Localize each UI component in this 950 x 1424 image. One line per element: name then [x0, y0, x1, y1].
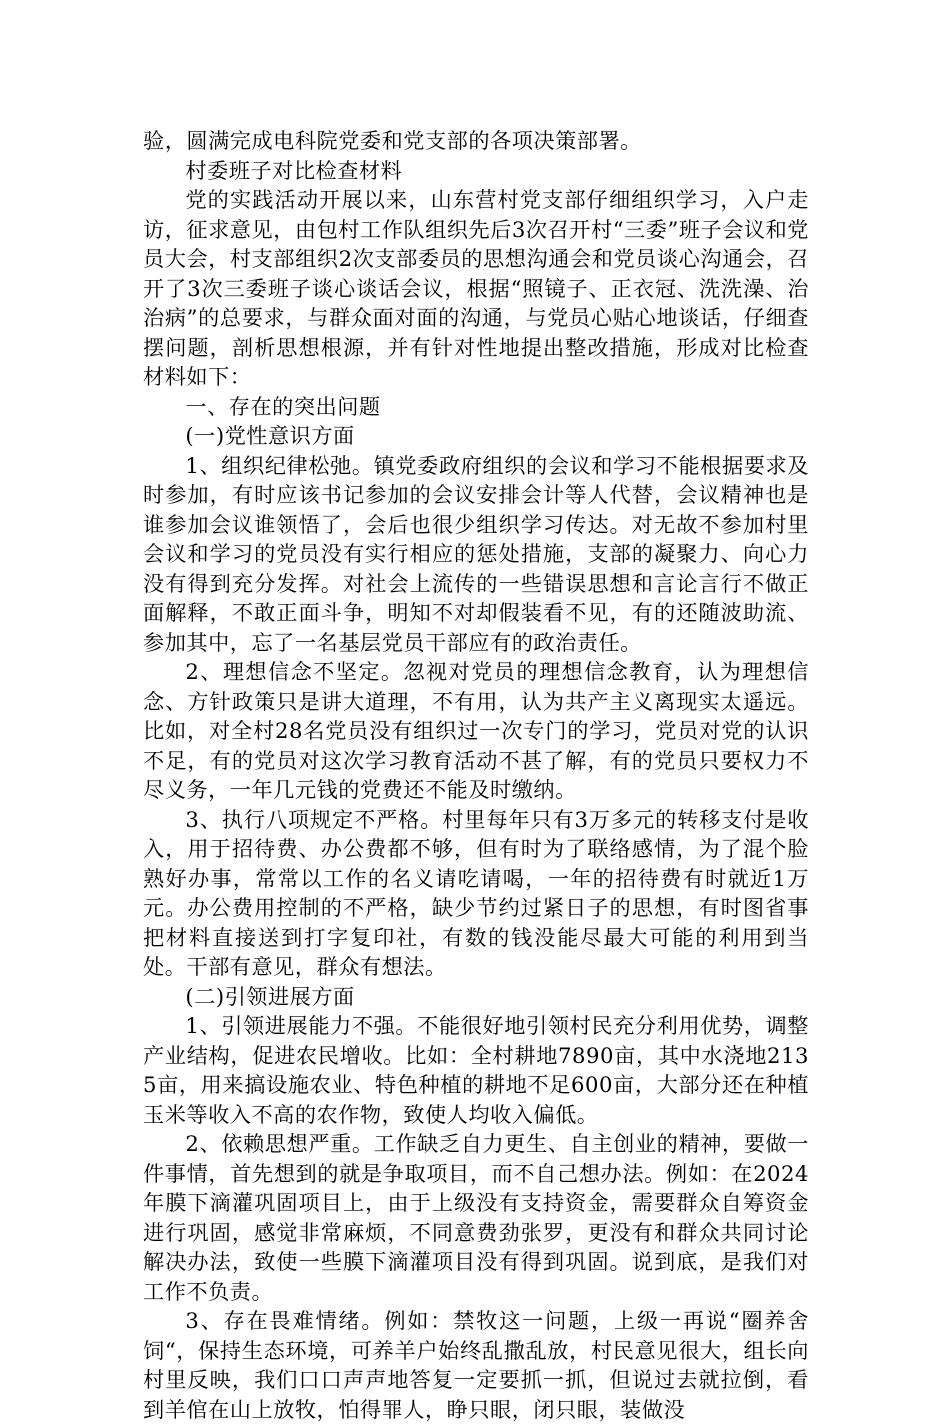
paragraph-item: 3、存在畏难情绪。例如：禁牧这一问题，上级一再说“圈养舍饲“，保持生态环境，可养羊户始终乱撒乱放，村民意见很大，组长向村里反映，我们口口声声地答复一定要抓一抓，但说过去就拉倒，看到羊倌在山上放牧，怕得罪人，睁只眼，闭只眼，装做没 [143, 1308, 809, 1422]
document-body [143, 126, 809, 1424]
paragraph-item: 2、理想信念不坚定。忽视对党员的理想信念教育，认为理想信念、方针政策只是讲大道理，不有用，认为共产主义离现实太遥远。比如，对全村28名党员没有组织过一次专门的学习，党员对党的认识不足，有的党员对这次学习教育活动不甚了解，有的党员只要权力不尽义务，一年几元钱的党费还不能及时缴纳。 [143, 659, 809, 802]
paragraph-item: 3、执行八项规定不严格。村里每年只有3万多元的转移支付是收入，用于招待费、办公费都不够，但有时为了联络感情，为了混个脸熟好办事，常常以工作的名义请吃请喝，一年的招待费有时就近1万元。办公费用控制的不严格，缺少节约过紧日子的思想，有时图省事把材料直接送到打字复印社，有数的钱没能尽最大可能的利用到当处。干部有意见，群众有想法。 [143, 806, 809, 979]
paragraph-item: 2、依赖思想严重。工作缺乏自力更生、自主创业的精神，要做一件事情，首先想到的就是争取项目，而不自己想办法。例如：在2024年膜下滴灌巩固项目上，由于上级没有支持资金，需要群众自筹资金进行巩固，感觉非常麻烦，不同意费劲张罗，更没有和群众共同讨论解决办法，致使一些膜下滴灌项目没有得到巩固。说到底，是我们对工作不负责。 [143, 1131, 809, 1304]
heading-level-2: (二)引领进展方面 [185, 983, 355, 1009]
section-heading: 村委班子对比检查材料 [185, 157, 403, 183]
paragraph-intro: 党的实践活动开展以来，山东营村党支部仔细组织学习，入户走访，征求意见，由包村工作队组织先后3次召开村“三委”班子会议和党员大会，村支部组织2次支部委员的思想沟通会和党员谈心沟通会，召开了3次三委班子谈心谈话会议，根据“照镜子、正衣冠、洗洗澡、治治病”的总要求，与群众面对面的沟通，与党员心贴心地谈话，仔细查摆问题，剖析思想根源，并有针对性地提出整改措施，形成对比检查材料如下： [143, 187, 809, 389]
heading-level-1: 一、存在的突出问题 [185, 393, 381, 419]
heading-level-2: (一)党性意识方面 [185, 423, 355, 448]
paragraph-item: 1、引领进展能力不强。不能很好地引领村民充分利用优势，调整产业结构，促进农民增收。比如：全村耕地7890亩，其中水浇地2135亩，用来搞设施农业、特色种植的耕地不足600亩，大部分还在种植玉米等收入不高的农作物，致使人均收入偏低。 [143, 1013, 809, 1127]
paragraph-item: 1、组织纪律松弛。镇党委政府组织的会议和学习不能根据要求及时参加，有时应该书记参加的会议安排会计等人代替，会议精神也是谁参加会议谁领悟了，会后也很少组织学习传达。对无故不参加村里会议和学习的党员没有实行相应的惩处措施，支部的凝聚力、向心力没有得到充分发挥。对社会上流传的一些错误思想和言论言行不做正面解释，不敢正面斗争，明知不对却假装看不见，有的还随波助流、参加其中，忘了一名基层党员干部应有的政治责任。 [143, 452, 809, 655]
paragraph-continuation: 验，圆满完成电科院党委和党支部的各项决策部署。 [143, 128, 642, 153]
